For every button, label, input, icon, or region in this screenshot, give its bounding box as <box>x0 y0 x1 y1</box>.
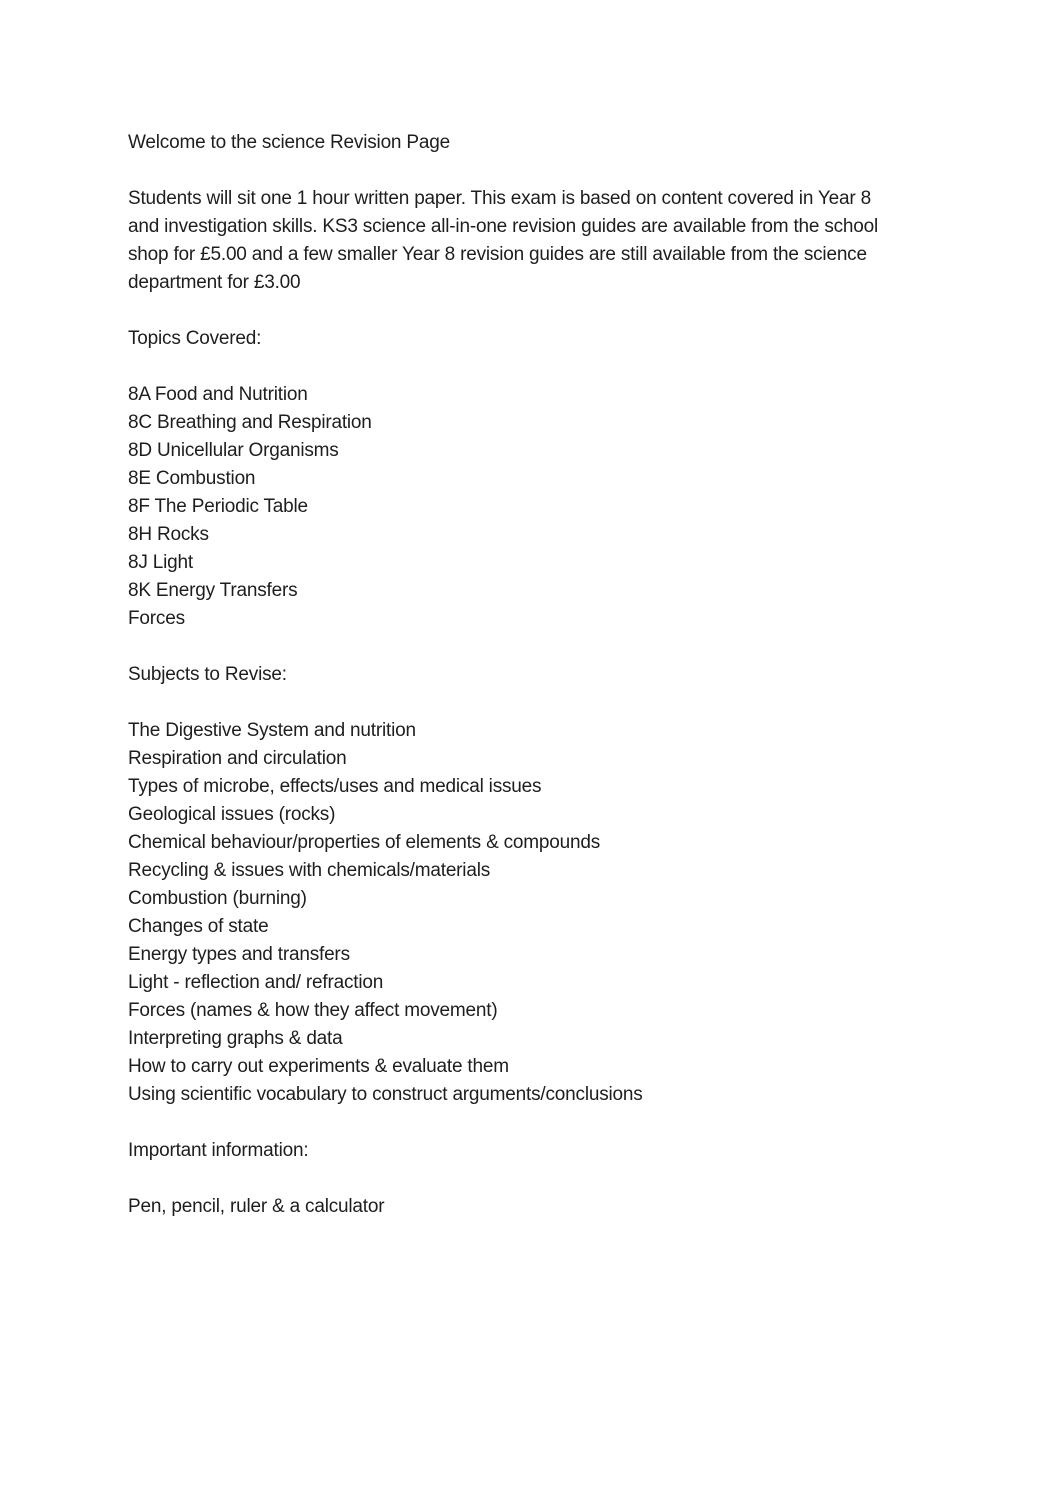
topic-item: 8H Rocks <box>128 524 209 545</box>
subject-item: Energy types and transfers <box>128 944 350 965</box>
subject-item: The Digestive System and nutrition <box>128 720 416 741</box>
topics-heading-block <box>128 325 979 353</box>
subjects-list <box>128 717 979 1109</box>
topic-item: 8K Energy Transfers <box>128 580 298 601</box>
important-heading-block <box>128 1137 979 1165</box>
subject-item: Combustion (burning) <box>128 888 307 909</box>
topics-list <box>128 381 979 633</box>
intro-line: shop for £5.00 and a few smaller Year 8 revision guides are still available from the science <box>128 244 867 265</box>
page-title-block <box>128 129 979 157</box>
intro-line: department for £3.00 <box>128 272 301 293</box>
subject-item: Light - reflection and/ refraction <box>128 972 384 993</box>
topics-heading: Topics Covered: <box>128 328 262 349</box>
subjects-heading: Subjects to Revise: <box>128 664 287 685</box>
topic-item: 8D Unicellular Organisms <box>128 440 339 461</box>
page-title: Welcome to the science Revision Page <box>128 132 450 153</box>
subject-item: Respiration and circulation <box>128 748 347 769</box>
intro-line: and investigation skills. KS3 science all-in-one revision guides are available from the school <box>128 216 879 237</box>
subject-item: Chemical behaviour/properties of elements & compounds <box>128 832 601 853</box>
topic-item: Forces <box>128 608 185 629</box>
important-heading: Important information: <box>128 1140 309 1161</box>
subject-item: Changes of state <box>128 916 269 937</box>
subject-item: Interpreting graphs & data <box>128 1028 343 1049</box>
topic-item: 8A Food and Nutrition <box>128 384 308 405</box>
subjects-heading-block <box>128 661 979 689</box>
intro-paragraph <box>128 185 979 297</box>
subject-item: Geological issues (rocks) <box>128 804 336 825</box>
intro-line: Students will sit one 1 hour written paper. This exam is based on content covered in Year 8 <box>128 188 871 209</box>
subject-item: Forces (names & how they affect movement) <box>128 1000 498 1021</box>
topic-item: 8J Light <box>128 552 193 573</box>
topic-item: 8C Breathing and Respiration <box>128 412 372 433</box>
important-note: Pen, pencil, ruler & a calculator <box>128 1196 385 1217</box>
important-note-block <box>128 1193 979 1221</box>
subject-item: Types of microbe, effects/uses and medical issues <box>128 776 542 797</box>
subject-item: Recycling & issues with chemicals/materials <box>128 860 491 881</box>
topic-item: 8E Combustion <box>128 468 256 489</box>
subject-item: Using scientific vocabulary to construct arguments/conclusions <box>128 1084 643 1105</box>
topic-item: 8F The Periodic Table <box>128 496 308 517</box>
subject-item: How to carry out experiments & evaluate them <box>128 1056 509 1077</box>
